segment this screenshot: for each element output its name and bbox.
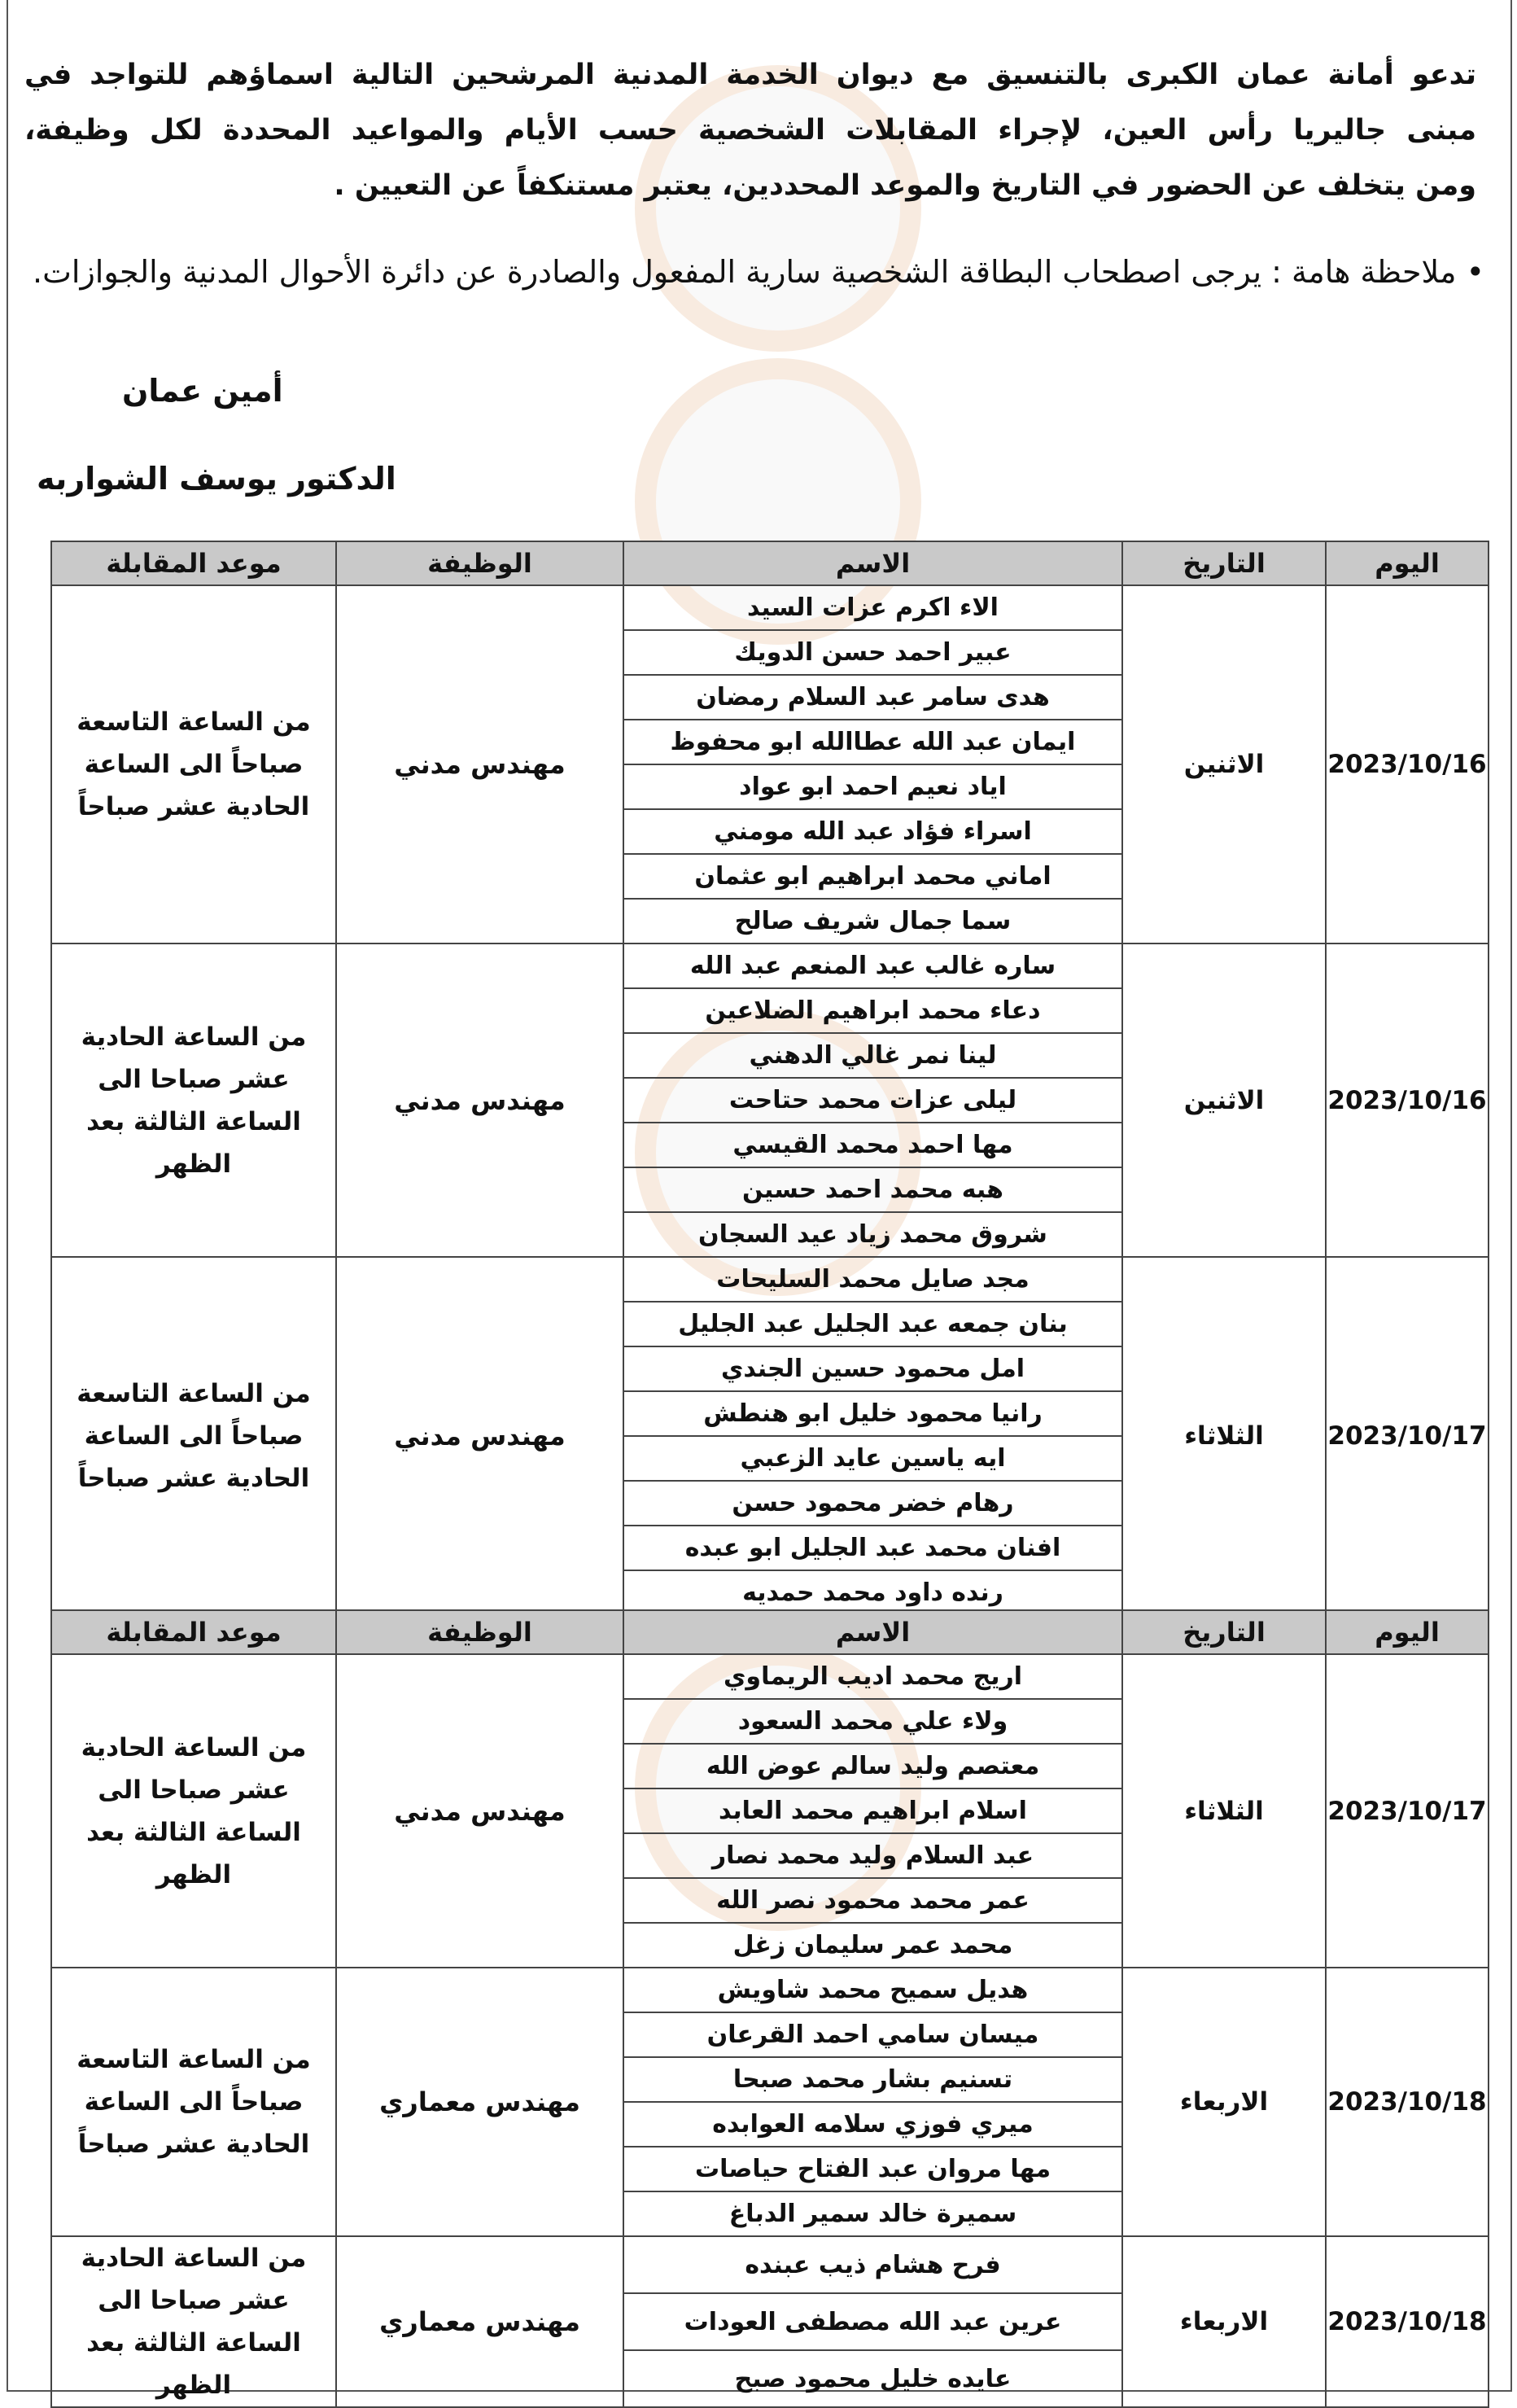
day-cell: 2023/10/16 [1326, 585, 1489, 943]
column-header: موعد المقابلة [51, 1610, 336, 1654]
candidate-name: هديل سميح محمد شاويش [623, 1968, 1122, 2012]
job-title: مهندس معماري [336, 2236, 623, 2407]
day-cell: 2023/10/18 [1326, 1968, 1489, 2236]
candidate-name: رانيا محمود خليل ابو هنطش [623, 1391, 1122, 1436]
candidate-name: مها احمد محمد القيسي [623, 1123, 1122, 1167]
candidate-name: افنان محمد عبد الجليل ابو عبده [623, 1526, 1122, 1570]
candidate-name: ايه ياسين عايد الزعبي [623, 1436, 1122, 1481]
table-header-row [51, 541, 1489, 585]
candidate-name: اسلام ابراهيم محمد العابد [623, 1788, 1122, 1833]
table-row [51, 585, 1489, 630]
column-header: الوظيفة [336, 541, 623, 585]
date-cell: الاربعاء [1122, 1968, 1326, 2236]
day-cell: 2023/10/18 [1326, 2236, 1489, 2407]
interview-time: من الساعة التاسعة صباحاً الى الساعة الحادية عشر صباحاً [51, 585, 336, 943]
candidate-name: ايمان عبد الله عطاالله ابو محفوظ [623, 720, 1122, 764]
interview-time: من الساعة التاسعة صباحاً الى الساعة الحادية عشر صباحاً [51, 1968, 336, 2236]
column-header: الاسم [623, 541, 1122, 585]
candidate-name: اياد نعيم احمد ابو عواد [623, 764, 1122, 809]
table-row [51, 1654, 1489, 1699]
candidate-name: امل محمود حسين الجندي [623, 1346, 1122, 1391]
candidate-name: محمد عمر سليمان زغل [623, 1923, 1122, 1968]
candidate-name: عمر محمد محمود نصر الله [623, 1878, 1122, 1923]
day-cell: 2023/10/16 [1326, 943, 1489, 1257]
table-row [51, 2236, 1489, 2293]
candidate-name: هبه محمد احمد حسين [623, 1167, 1122, 1212]
table-row [51, 1968, 1489, 2012]
column-header: التاريخ [1122, 541, 1326, 585]
candidate-name: فرح هشام ذيب عبنده [623, 2236, 1122, 2293]
interview-time: من الساعة الحادية عشر صباحا الى الساعة الثالثة بعد الظهر [51, 1654, 336, 1968]
job-title: مهندس معماري [336, 1968, 623, 2236]
candidate-name: ميسان سامي احمد القرعان [623, 2012, 1122, 2057]
signature-title: أمين عمان [122, 373, 283, 409]
table-row [51, 1257, 1489, 1302]
column-header: التاريخ [1122, 1610, 1326, 1654]
candidate-name: رنده داود محمد حمديه [623, 1570, 1122, 1615]
candidate-name: لينا نمر غالي الدهني [623, 1033, 1122, 1078]
intro-paragraph [24, 47, 1476, 213]
interview-time: من الساعة التاسعة صباحاً الى الساعة الحادية عشر صباحاً [51, 1257, 336, 1615]
column-header: الاسم [623, 1610, 1122, 1654]
candidate-name: مجد صايل محمد السليحات [623, 1257, 1122, 1302]
important-note: • ملاحظة هامة : يرجى اصطحاب البطاقة الشخصية سارية المفعول والصادرة عن دائرة الأحوال المدنية والجوازات. [33, 254, 1484, 290]
job-title: مهندس مدني [336, 1257, 623, 1615]
column-header: اليوم [1326, 541, 1489, 585]
column-header: موعد المقابلة [51, 541, 336, 585]
job-title: مهندس مدني [336, 1654, 623, 1968]
candidate-name: مها مروان عبد الفتاح حياصات [623, 2147, 1122, 2191]
candidates-table-1 [50, 541, 1489, 1616]
job-title: مهندس مدني [336, 943, 623, 1257]
column-header: اليوم [1326, 1610, 1489, 1654]
date-cell: الاثنين [1122, 585, 1326, 943]
candidates-table-2 [50, 1609, 1489, 2408]
candidate-name: شروق محمد زياد عيد السجان [623, 1212, 1122, 1257]
date-cell: الاربعاء [1122, 2236, 1326, 2407]
candidate-name: هدى سامر عبد السلام رمضان [623, 675, 1122, 720]
candidate-name: عرين عبد الله مصطفى العودات [623, 2293, 1122, 2350]
date-cell: الاثنين [1122, 943, 1326, 1257]
table-header-row [51, 1610, 1489, 1654]
candidate-name: معتصم وليد سالم عوض الله [623, 1744, 1122, 1788]
table-row [51, 943, 1489, 988]
date-cell: الثلاثاء [1122, 1257, 1326, 1615]
candidate-name: ساره غالب عبد المنعم عبد الله [623, 943, 1122, 988]
intro-line: تدعو أمانة عمان الكبرى بالتنسيق مع ديوان الخدمة المدنية المرشحين التالية اسماؤهم للتواجد في [24, 59, 1476, 91]
candidate-name: بنان جمعه عبد الجليل عبد الجليل [623, 1302, 1122, 1346]
candidate-name: تسنيم بشار محمد صبحا [623, 2057, 1122, 2102]
column-header: الوظيفة [336, 1610, 623, 1654]
day-cell: 2023/10/17 [1326, 1654, 1489, 1968]
candidate-name: اريج محمد اديب الريماوي [623, 1654, 1122, 1699]
candidate-name: ليلى عزات محمد حتاحت [623, 1078, 1122, 1123]
candidate-name: عبد السلام وليد محمد نصار [623, 1833, 1122, 1878]
candidate-name: ولاء علي محمد السعود [623, 1699, 1122, 1744]
signature-name: الدكتور يوسف الشواربه [37, 461, 396, 497]
candidate-name: دعاء محمد ابراهيم الضلاعين [623, 988, 1122, 1033]
interview-time: من الساعة الحادية عشر صباحا الى الساعة الثالثة بعد الظهر [51, 943, 336, 1257]
candidate-name: اماني محمد ابراهيم ابو عثمان [623, 854, 1122, 899]
candidate-name: سميرة خالد سمير الدباغ [623, 2191, 1122, 2236]
candidate-name: اسراء فؤاد عبد الله مومني [623, 809, 1122, 854]
candidate-name: سما جمال شريف صالح [623, 899, 1122, 943]
candidate-name: رهام خضر محمود حسن [623, 1481, 1122, 1526]
interview-time: من الساعة الحادية عشر صباحا الى الساعة الثالثة بعد الظهر [51, 2236, 336, 2407]
job-title: مهندس مدني [336, 585, 623, 943]
date-cell: الثلاثاء [1122, 1654, 1326, 1968]
candidate-name: الاء اكرم عزات السيد [623, 585, 1122, 630]
intro-line: مبنى جاليريا رأس العين، لإجراء المقابلات الشخصية حسب الأيام والمواعيد المحددة لكل وظيفة، [24, 114, 1476, 147]
day-cell: 2023/10/17 [1326, 1257, 1489, 1615]
intro-line: ومن يتخلف عن الحضور في التاريخ والموعد المحددين، يعتبر مستنكفاً عن التعيين . [334, 169, 1476, 202]
candidate-name: عبير احمد حسن الدويك [623, 630, 1122, 675]
candidate-name: عايده خليل محمود صبح [623, 2350, 1122, 2407]
candidate-name: ميري فوزي سلامه العوابده [623, 2102, 1122, 2147]
